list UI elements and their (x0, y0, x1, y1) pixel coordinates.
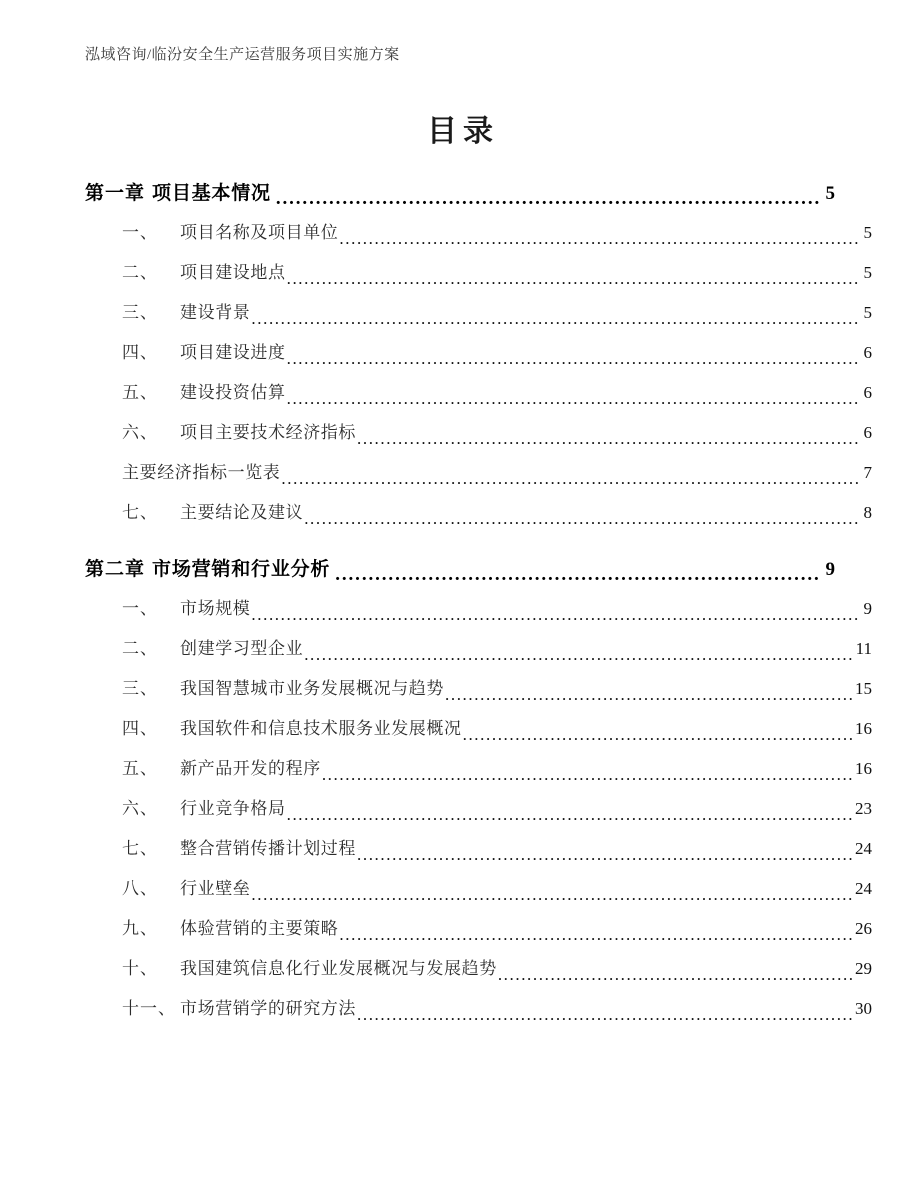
toc-entry-row[interactable] (85, 874, 872, 914)
toc-entry-label: 项目建设地点 (180, 263, 286, 282)
toc-entry-number: 六、 (122, 423, 158, 442)
toc-dot-leader (287, 806, 853, 823)
toc-dot-leader (339, 926, 853, 943)
toc-entry-label: 市场营销学的研究方法 (180, 999, 356, 1018)
toc-entry-row[interactable] (85, 834, 872, 874)
toc-entry-number: 四、 (122, 343, 158, 362)
toc-dot-leader (251, 606, 858, 623)
toc-entry-row[interactable] (85, 378, 872, 418)
toc-page-number: 6 (863, 343, 872, 362)
page-title: 目录 (427, 115, 499, 148)
toc-dot-leader (339, 230, 858, 247)
toc-entry-row[interactable] (85, 498, 872, 538)
toc-page-number: 15 (855, 679, 872, 698)
toc-entry-number: 十、 (122, 959, 158, 978)
toc-page-number: 6 (863, 383, 872, 402)
toc-page-number: 7 (863, 463, 872, 482)
toc-entry-number: 三、 (122, 303, 158, 322)
toc-entry-label: 我国软件和信息技术服务业发展概况 (180, 719, 462, 738)
toc-entry-number: 五、 (122, 383, 158, 402)
toc-entry-label: 我国智慧城市业务发展概况与趋势 (180, 679, 444, 698)
toc-page-number: 24 (855, 839, 872, 858)
toc-entry-row[interactable] (85, 458, 872, 498)
toc-entry-row[interactable] (85, 338, 872, 378)
toc-entry-label: 行业竞争格局 (180, 799, 286, 818)
toc-entry-number: 一、 (122, 223, 158, 242)
toc-page-number: 8 (863, 503, 872, 522)
toc-page-number: 24 (855, 879, 872, 898)
toc-entry-row[interactable] (85, 674, 872, 714)
table-of-contents (85, 178, 872, 1034)
toc-entry-label: 整合营销传播计划过程 (180, 839, 356, 858)
toc-entry-label: 市场营销和行业分析 (152, 559, 331, 580)
toc-entry-row[interactable] (85, 914, 872, 954)
toc-entry-label: 建设背景 (180, 303, 251, 322)
toc-entry-number: 第二章 (85, 559, 146, 580)
toc-page-number: 16 (855, 719, 872, 738)
toc-entry-row[interactable] (85, 714, 872, 754)
toc-entry-row[interactable] (85, 634, 872, 674)
toc-entry-row[interactable] (85, 258, 872, 298)
toc-dot-leader (251, 310, 858, 327)
toc-entry-number: 二、 (122, 263, 158, 282)
toc-page-number: 5 (825, 183, 835, 204)
toc-page-number: 30 (855, 999, 872, 1018)
toc-page-number: 5 (863, 303, 872, 322)
toc-page-number: 6 (863, 423, 872, 442)
toc-dot-leader (304, 510, 858, 527)
toc-page-number: 16 (855, 759, 872, 778)
toc-dot-leader (276, 189, 821, 208)
toc-dot-leader (357, 846, 853, 863)
toc-entry-number: 一、 (122, 599, 158, 618)
toc-entry-label: 我国建筑信息化行业发展概况与发展趋势 (180, 959, 497, 978)
toc-entry-label: 主要结论及建议 (180, 503, 304, 522)
toc-dot-leader (357, 430, 858, 447)
toc-entry-row[interactable] (85, 218, 872, 258)
toc-dot-leader (463, 726, 853, 743)
toc-dot-leader (287, 270, 858, 287)
toc-entry-row[interactable] (85, 594, 872, 634)
toc-entry-number: 七、 (122, 839, 158, 858)
document-running-header: 泓域咨询/临汾安全生产运营服务项目实施方案 (85, 47, 400, 63)
toc-dot-leader (498, 966, 853, 983)
toc-entry-number: 第一章 (85, 183, 146, 204)
toc-page-number: 9 (825, 559, 835, 580)
toc-entry-label: 项目主要技术经济指标 (180, 423, 356, 442)
toc-entry-number: 八、 (122, 879, 158, 898)
toc-page-number: 5 (863, 223, 872, 242)
toc-page-number: 11 (855, 639, 872, 658)
toc-page-number: 5 (863, 263, 872, 282)
toc-entry-label: 体验营销的主要策略 (180, 919, 339, 938)
toc-entry-label: 行业壁垒 (180, 879, 251, 898)
toc-entry-row[interactable] (85, 994, 872, 1034)
toc-entry-label: 市场规模 (180, 599, 251, 618)
toc-dot-leader (322, 766, 853, 783)
toc-entry-label: 主要经济指标一览表 (122, 463, 281, 482)
toc-entry-label: 项目建设进度 (180, 343, 286, 362)
toc-entry-number: 三、 (122, 679, 158, 698)
toc-dot-leader (251, 886, 853, 903)
toc-entry-number: 五、 (122, 759, 158, 778)
toc-page-number: 9 (863, 599, 872, 618)
toc-page-number: 29 (855, 959, 872, 978)
toc-page-number: 26 (855, 919, 872, 938)
toc-dot-leader (335, 565, 821, 584)
toc-entry-number: 四、 (122, 719, 158, 738)
toc-entry-row[interactable] (85, 954, 872, 994)
toc-entry-row[interactable] (85, 794, 872, 834)
toc-entry-label: 新产品开发的程序 (180, 759, 321, 778)
toc-entry-label: 创建学习型企业 (180, 639, 304, 658)
toc-entry-row[interactable] (85, 754, 872, 794)
toc-entry-label: 建设投资估算 (180, 383, 286, 402)
toc-chapter-row[interactable] (85, 554, 835, 594)
toc-dot-leader (304, 646, 853, 663)
toc-entry-label: 项目基本情况 (152, 183, 271, 204)
toc-entry-number: 十一、 (122, 999, 176, 1018)
toc-dot-leader (281, 470, 858, 487)
toc-entry-label: 项目名称及项目单位 (180, 223, 339, 242)
toc-dot-leader (287, 390, 858, 407)
toc-entry-row[interactable] (85, 298, 872, 338)
toc-page-number: 23 (855, 799, 872, 818)
toc-entry-number: 七、 (122, 503, 158, 522)
toc-entry-number: 二、 (122, 639, 158, 658)
toc-dot-leader (357, 1006, 853, 1023)
toc-dot-leader (287, 350, 858, 367)
toc-entry-number: 六、 (122, 799, 158, 818)
toc-entry-number: 九、 (122, 919, 158, 938)
toc-entry-row[interactable] (85, 418, 872, 458)
toc-dot-leader (445, 686, 853, 703)
toc-chapter-row[interactable] (85, 178, 835, 218)
